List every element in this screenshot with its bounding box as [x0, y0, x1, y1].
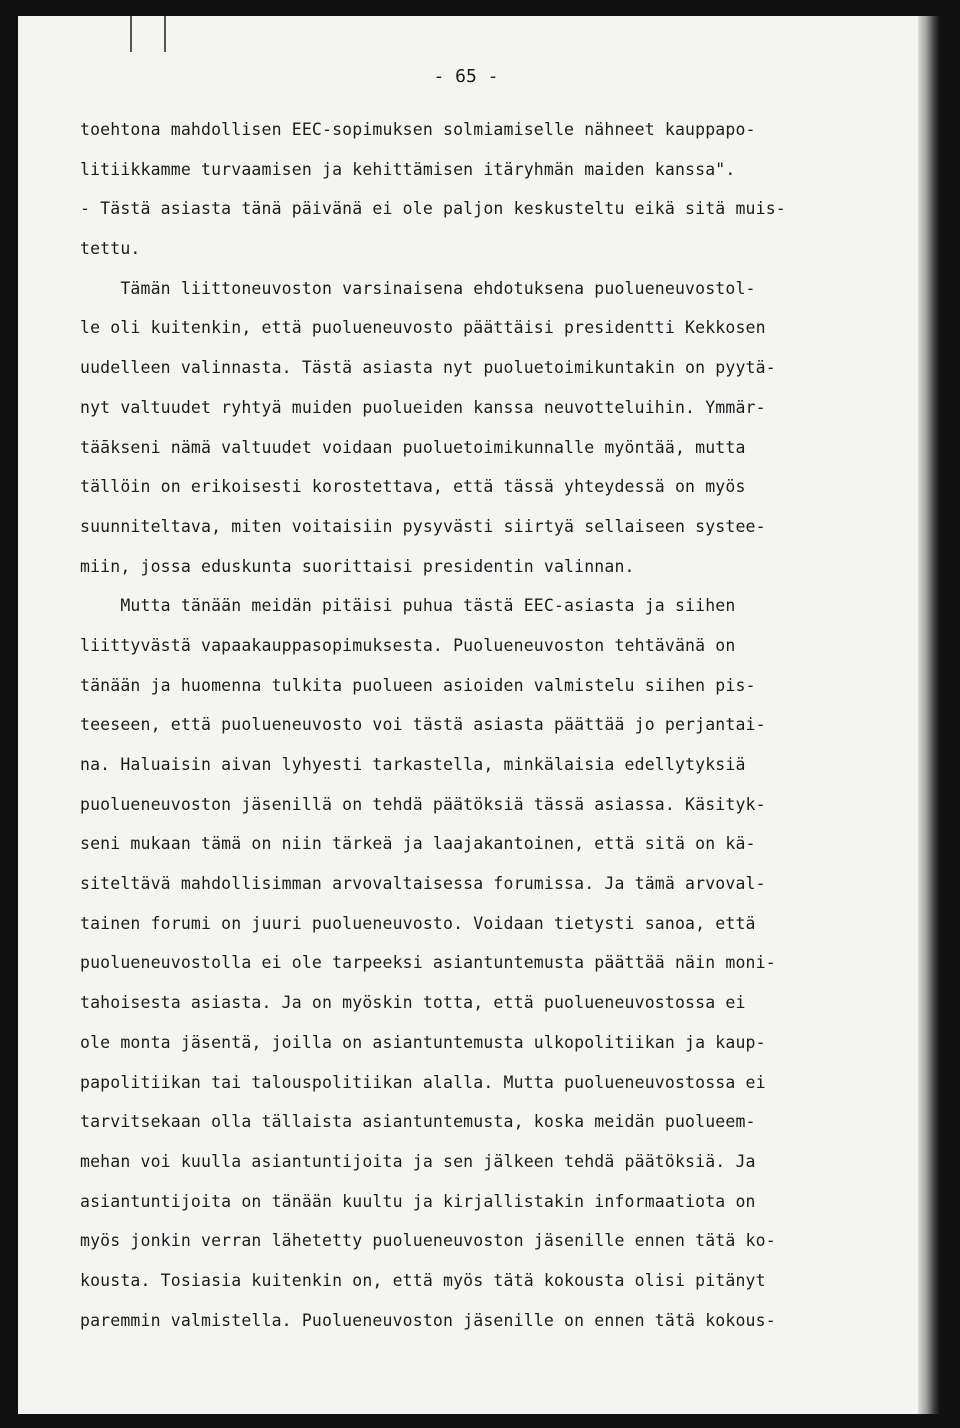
text-line: ole monta jäsentä, joilla on asiantuntemusta ulkopolitiikan ja kaup-: [80, 1032, 766, 1052]
text-line: le oli kuitenkin, että puolueneuvosto päättäisi presidentti Kekkosen: [80, 318, 766, 338]
text-line: siteltävä mahdollisimman arvovaltaisessa forumissa. Ja tämä arvoval-: [80, 874, 766, 894]
text-line: Mutta tänään meidän pitäisi puhua tästä EEC-asiasta ja siihen: [80, 596, 736, 616]
scan-artifact-marks: [130, 16, 190, 56]
text-line: miin, jossa eduskunta suorittaisi presidentin valinnan.: [80, 556, 635, 576]
text-line: liittyvästä vapaakauppasopimuksesta. Puolueneuvoston tehtävänä on: [80, 635, 736, 655]
text-line: na. Haluaisin aivan lyhyesti tarkastella, minkälaisia edellytyksiä: [80, 755, 746, 774]
text-line: uudelleen valinnasta. Tästä asiasta nyt puoluetoimikuntakin on pyytä-: [80, 358, 776, 378]
text-line: suunniteltava, miten voitaisiin pysyvästi siirtyä sellaiseen systee-: [80, 516, 766, 536]
text-line: Tämän liittoneuvoston varsinaisena ehdotuksena puolueneuvostol-: [80, 278, 756, 298]
binding-edge: [918, 16, 940, 1414]
page-number: - 65 -: [433, 66, 499, 87]
text-line: toehtona mahdollisen EEC-sopimuksen solmiamiselle nähneet kauppapo-: [80, 120, 756, 139]
text-line: nyt valtuudet ryhtyä muiden puolueiden kanssa neuvotteluihin. Ymmär-: [80, 397, 766, 417]
text-line: tällöin on erikoisesti korostettava, että tässä yhteydessä on myös: [80, 477, 746, 497]
body-text: [80, 110, 910, 1340]
text-line: - Tästä asiasta tänä päivänä ei ole paljon keskusteltu eikä sitä muis-: [80, 199, 786, 219]
text-line: tainen forumi on juuri puolueneuvosto. Voidaan tietysti sanoa, että: [80, 913, 756, 933]
text-line: tänään ja huomenna tulkita puolueen asioiden valmistelu siihen pis-: [80, 675, 756, 695]
text-line: tarvitsekaan olla tällaista asiantuntemusta, koska meidän puolueem-: [80, 1112, 756, 1132]
text-line: paremmin valmistella. Puolueneuvoston jäsenille on ennen tätä kokous-: [80, 1310, 776, 1330]
text-line: litiikkamme turvaamisen ja kehittämisen itäryhmän maiden kanssa".: [80, 159, 736, 179]
text-line: myös jonkin verran lähetetty puolueneuvoston jäsenille ennen tätä ko-: [80, 1231, 776, 1251]
text-line: täākseni nämä valtuudet voidaan puoluetoimikunnalle myöntää, mutta: [80, 437, 746, 457]
text-line: papolitiikan tai talouspolitiikan alalla. Mutta puolueneuvostossa ei: [80, 1072, 766, 1092]
text-line: seni mukaan tämä on niin tärkeä ja laajakantoinen, että sitä on kä-: [80, 834, 756, 854]
text-line: tahoisesta asiasta. Ja on myöskin totta, että puolueneuvostossa ei: [80, 993, 746, 1013]
text-line: puolueneuvostolla ei ole tarpeeksi asiantuntemusta päättää näin moni-: [80, 953, 776, 973]
text-line: tettu.: [80, 239, 141, 259]
text-line: teeseen, että puolueneuvosto voi tästä asiasta päättää jo perjantai-: [80, 715, 766, 735]
document-page: [18, 16, 940, 1414]
text-line: kousta. Tosiasia kuitenkin on, että myös tätä kokousta olisi pitänyt: [80, 1270, 766, 1290]
text-line: mehan voi kuulla asiantuntijoita ja sen jälkeen tehdä päätöksiä. Ja: [80, 1151, 756, 1171]
text-line: asiantuntijoita on tänään kuultu ja kirjallistakin informaatiota on: [80, 1191, 756, 1211]
text-line: puolueneuvoston jäsenillä on tehdä päätöksiä tässä asiassa. Käsityk-: [80, 794, 766, 814]
